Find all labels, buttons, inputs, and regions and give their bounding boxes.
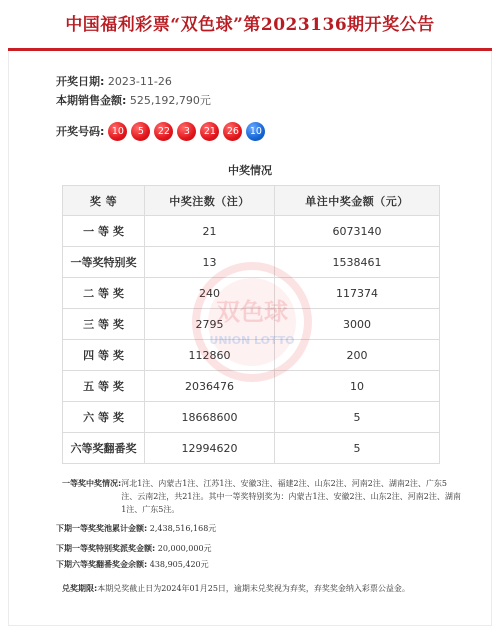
winning-numbers-label: 开奖号码: bbox=[56, 125, 105, 138]
next-sixth bbox=[56, 558, 209, 571]
prize-amount: 117374 bbox=[275, 278, 440, 309]
red-ball: 10 bbox=[108, 122, 127, 141]
draw-date bbox=[56, 73, 172, 89]
draw-date-label: 开奖日期: bbox=[56, 75, 105, 88]
red-ball: 22 bbox=[154, 122, 173, 141]
prize-count: 13 bbox=[145, 247, 275, 278]
table-row bbox=[63, 278, 440, 309]
next-special-label: 下期一等奖特别奖派奖金额: bbox=[56, 544, 156, 553]
prize-name: 一 等 奖 bbox=[63, 216, 145, 247]
column-header-count: 中奖注数（注） bbox=[145, 186, 275, 216]
prize-count: 12994620 bbox=[145, 433, 275, 464]
next-sixth-label: 下期六等奖翻番奖金余额: bbox=[56, 560, 148, 569]
sales-amount bbox=[56, 92, 211, 108]
next-pool-label: 下期一等奖奖池累计金额: bbox=[56, 524, 148, 533]
prize-table bbox=[62, 185, 440, 464]
distribution-label: 一等奖中奖情况: bbox=[62, 479, 122, 488]
prize-name: 三 等 奖 bbox=[63, 309, 145, 340]
winning-numbers bbox=[56, 121, 269, 141]
red-ball: 5 bbox=[131, 122, 150, 141]
next-sixth-value: 438,905,420元 bbox=[149, 560, 209, 569]
prize-amount: 3000 bbox=[275, 309, 440, 340]
claim-deadline bbox=[62, 582, 462, 595]
prize-name: 六等奖翻番奖 bbox=[63, 433, 145, 464]
prize-amount: 5 bbox=[275, 402, 440, 433]
next-special-value: 20,000,000元 bbox=[157, 544, 212, 553]
first-prize-distribution bbox=[62, 477, 462, 516]
prize-count: 240 bbox=[145, 278, 275, 309]
claim-deadline-label: 兑奖期限: bbox=[62, 584, 98, 593]
prize-count: 18668600 bbox=[145, 402, 275, 433]
table-row bbox=[63, 340, 440, 371]
column-header-amount: 单注中奖金额（元） bbox=[275, 186, 440, 216]
prize-amount: 6073140 bbox=[275, 216, 440, 247]
sales-amount-value: 525,192,790元 bbox=[129, 94, 211, 107]
prize-count: 112860 bbox=[145, 340, 275, 371]
claim-deadline-text: 本期兑奖截止日为2024年01月25日，逾期未兑奖视为弃奖，弃奖奖金纳入彩票公益金。 bbox=[97, 584, 410, 593]
next-pool bbox=[56, 522, 216, 535]
prize-name: 二 等 奖 bbox=[63, 278, 145, 309]
prize-name: 六 等 奖 bbox=[63, 402, 145, 433]
prize-count: 2036476 bbox=[145, 371, 275, 402]
table-row bbox=[63, 371, 440, 402]
prize-amount: 200 bbox=[275, 340, 440, 371]
red-ball: 3 bbox=[177, 122, 196, 141]
prize-amount: 1538461 bbox=[275, 247, 440, 278]
column-header-level: 奖 等 bbox=[63, 186, 145, 216]
blue-ball: 10 bbox=[246, 122, 265, 141]
red-ball: 26 bbox=[223, 122, 242, 141]
page-title: 中国福利彩票“双色球”第2023136期开奖公告 bbox=[65, 15, 435, 35]
prize-count: 2795 bbox=[145, 309, 275, 340]
draw-date-value: 2023-11-26 bbox=[107, 75, 172, 88]
next-pool-value: 2,438,516,168元 bbox=[149, 524, 217, 533]
table-row bbox=[63, 402, 440, 433]
sales-amount-label: 本期销售金额: bbox=[56, 94, 127, 107]
prize-name: 一等奖特别奖 bbox=[63, 247, 145, 278]
prize-amount: 5 bbox=[275, 433, 440, 464]
distribution-text: 河北1注、内蒙古1注、江苏1注、安徽3注、福建2注、山东2注、河南2注、湖南2注、广东5注、云南2注，共21注。其中一等奖特别奖为：内蒙古1注、安徽2注、山东2注、河南2注、湖南1注、广东5注。 bbox=[121, 479, 461, 514]
prize-amount: 10 bbox=[275, 371, 440, 402]
prize-section-title: 中奖情况 bbox=[228, 164, 272, 177]
red-ball: 21 bbox=[200, 122, 219, 141]
prize-name: 四 等 奖 bbox=[63, 340, 145, 371]
table-row bbox=[63, 247, 440, 278]
table-row bbox=[63, 309, 440, 340]
table-row bbox=[63, 216, 440, 247]
table-row bbox=[63, 433, 440, 464]
prize-count: 21 bbox=[145, 216, 275, 247]
prize-name: 五 等 奖 bbox=[63, 371, 145, 402]
next-special bbox=[56, 542, 212, 555]
table-header-row bbox=[63, 186, 440, 216]
